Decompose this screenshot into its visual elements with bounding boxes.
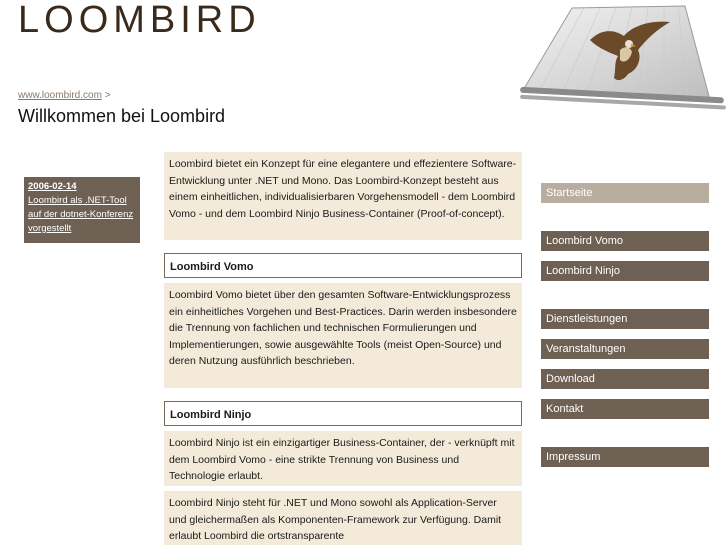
vomo-paragraph: Loombird Vomo bietet über den gesamten Software-Entwicklungsprozess ein einheitliches Vorgehen und Best-Practices. Darin werden insbesondere die Trennung von fachlichen und technischen Formulierungen und Implementierungen, sowie ausgewählte Tools (meist Open-Source) und deren Nutzung ausführlich beschrieben. — [164, 283, 522, 388]
nav-kontakt[interactable]: Kontakt — [541, 399, 709, 419]
logo[interactable]: LOOMBIRD — [18, 0, 261, 41]
nav-startseite[interactable]: Startseite — [541, 183, 709, 203]
news-box[interactable] — [24, 177, 140, 243]
eagle-loom-banner — [520, 0, 727, 120]
news-link[interactable]: Loombird als .NET-Tool auf der dotnet-Konferenz vorgestellt — [28, 195, 134, 234]
ninjo-paragraph-1: Loombird Ninjo ist ein einzigartiger Business-Container, der - verknüpft mit dem Loombird Vomo - eine strikte Trennung von Business und Technologie erlaubt. — [164, 431, 522, 486]
vomo-heading: Loombird Vomo — [164, 253, 522, 278]
breadcrumb-home-link[interactable]: www.loombird.com — [18, 90, 102, 101]
nav-download[interactable]: Download — [541, 369, 709, 389]
nav-loombird-ninjo[interactable]: Loombird Ninjo — [541, 261, 709, 281]
intro-paragraph: Loombird bietet ein Konzept für eine elegantere und effezientere Software-Entwicklung unter .NET und Mono. Das Loombird-Konzept besteht aus einem einheitlichen, individualisierbaren Vorgehensmodell - dem Loombird Vomo - und dem Loombird Ninjo Business-Container (Proof-of-concept). — [164, 152, 522, 240]
ninjo-paragraph-2: Loombird Ninjo steht für .NET und Mono sowohl als Application-Server und gleichermaßen als Komponenten-Framework zur Verfügung. Damit erlaubt Loombird die ortstransparente — [164, 491, 522, 545]
ninjo-heading: Loombird Ninjo — [164, 401, 522, 426]
nav-dienstleistungen[interactable]: Dienstleistungen — [541, 309, 709, 329]
breadcrumb-separator: > — [104, 90, 111, 101]
news-date[interactable]: 2006-02-14 — [28, 181, 77, 192]
breadcrumb — [18, 90, 111, 101]
nav-veranstaltungen[interactable]: Veranstaltungen — [541, 339, 709, 359]
nav-loombird-vomo[interactable]: Loombird Vomo — [541, 231, 709, 251]
nav-impressum[interactable]: Impressum — [541, 447, 709, 467]
page-title: Willkommen bei Loombird — [18, 106, 226, 126]
